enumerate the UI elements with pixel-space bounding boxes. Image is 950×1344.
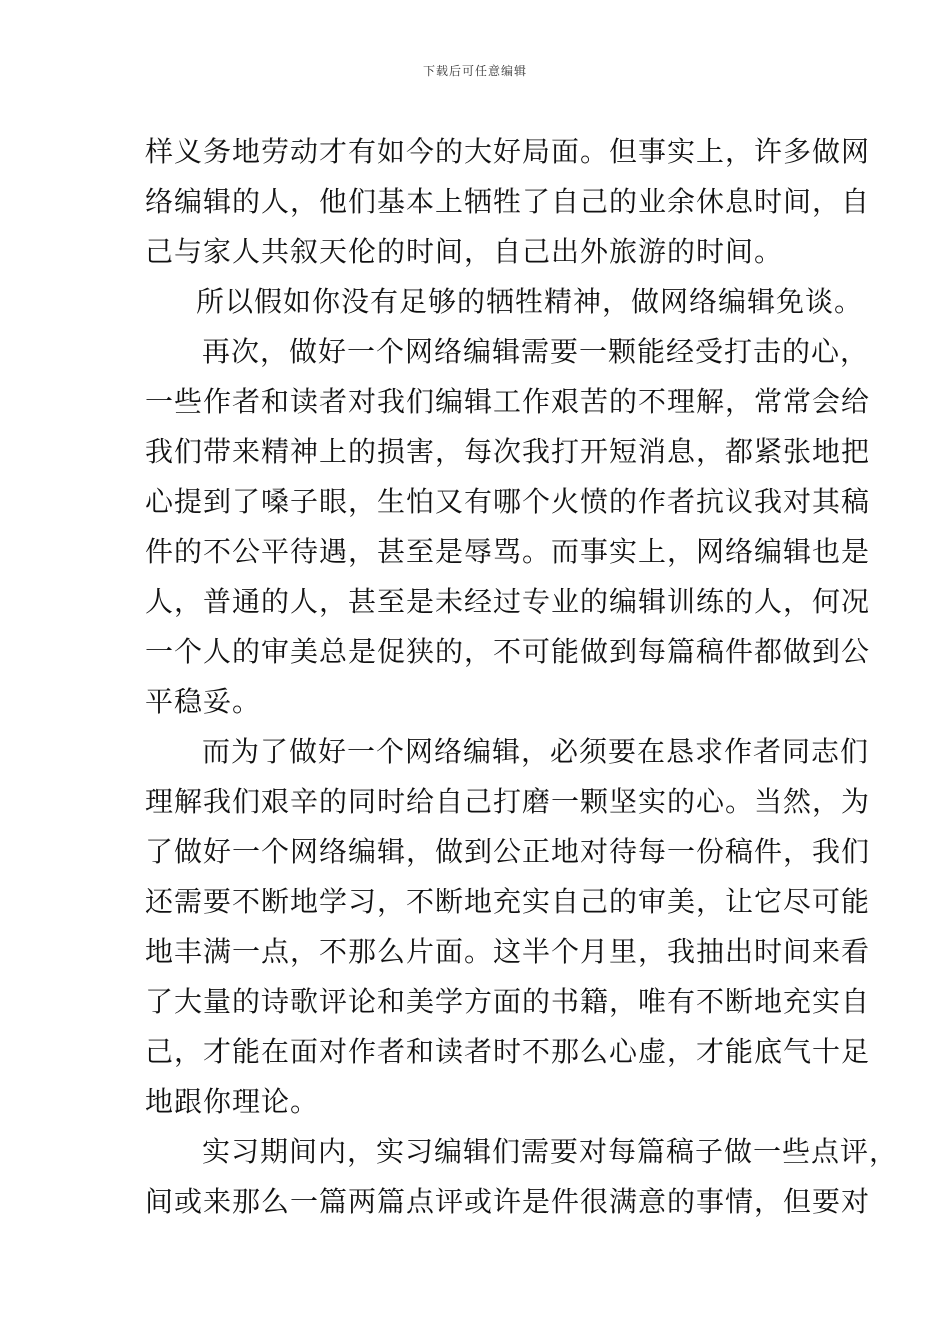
text-line: 己，才能在面对作者和读者时不那么心虚，才能底气十足 [145,1035,871,1068]
text-line: 一些作者和读者对我们编辑工作艰苦的不理解，常常会给 [145,385,871,418]
text-line: 再次，做好一个网络编辑需要一颗能经受打击的心， [202,335,870,368]
text-line: 络编辑的人，他们基本上牺牲了自己的业余休息时间，自 [145,185,871,218]
text-line: 理解我们艰辛的同时给自己打磨一颗坚实的心。当然，为 [145,785,871,818]
text-line: 我们带来精神上的损害，每次我打开短消息，都紧张地把 [145,435,871,468]
text-line: 间或来那么一篇两篇点评或许是件很满意的事情，但要对 [145,1185,871,1218]
text-line: 人，普通的人，甚至是未经过专业的编辑训练的人，何况 [145,585,871,618]
text-line: 平稳妥。 [145,685,262,718]
text-line: 实习期间内，实习编辑们需要对每篇稿子做一些点评， [202,1135,899,1168]
text-line: 件的不公平待遇，甚至是辱骂。而事实上，网络编辑也是 [145,535,871,568]
text-line: 所以假如你没有足够的牺牲精神，做网络编辑免谈。 [196,285,864,318]
text-line: 心提到了嗓子眼，生怕又有哪个火愤的作者抗议我对其稿 [145,485,871,518]
text-line: 了做好一个网络编辑，做到公正地对待每一份稿件，我们 [145,835,871,868]
text-line: 了大量的诗歌评论和美学方面的书籍，唯有不断地充实自 [145,985,871,1018]
text-line: 还需要不断地学习，不断地充实自己的审美，让它尽可能 [145,885,871,918]
text-line: 地跟你理论。 [145,1085,320,1118]
text-line: 地丰满一点，不那么片面。这半个月里，我抽出时间来看 [145,935,871,968]
text-line: 样义务地劳动才有如今的大好局面。但事实上，许多做网 [145,135,871,168]
text-line: 己与家人共叙天伦的时间，自己出外旅游的时间。 [145,235,784,268]
document-body [145,127,899,1227]
text-line: 一个人的审美总是促狭的，不可能做到每篇稿件都做到公 [145,635,871,668]
page-header: 下载后可任意编辑 [422,64,527,78]
text-line: 而为了做好一个网络编辑，必须要在恳求作者同志们 [202,735,870,768]
